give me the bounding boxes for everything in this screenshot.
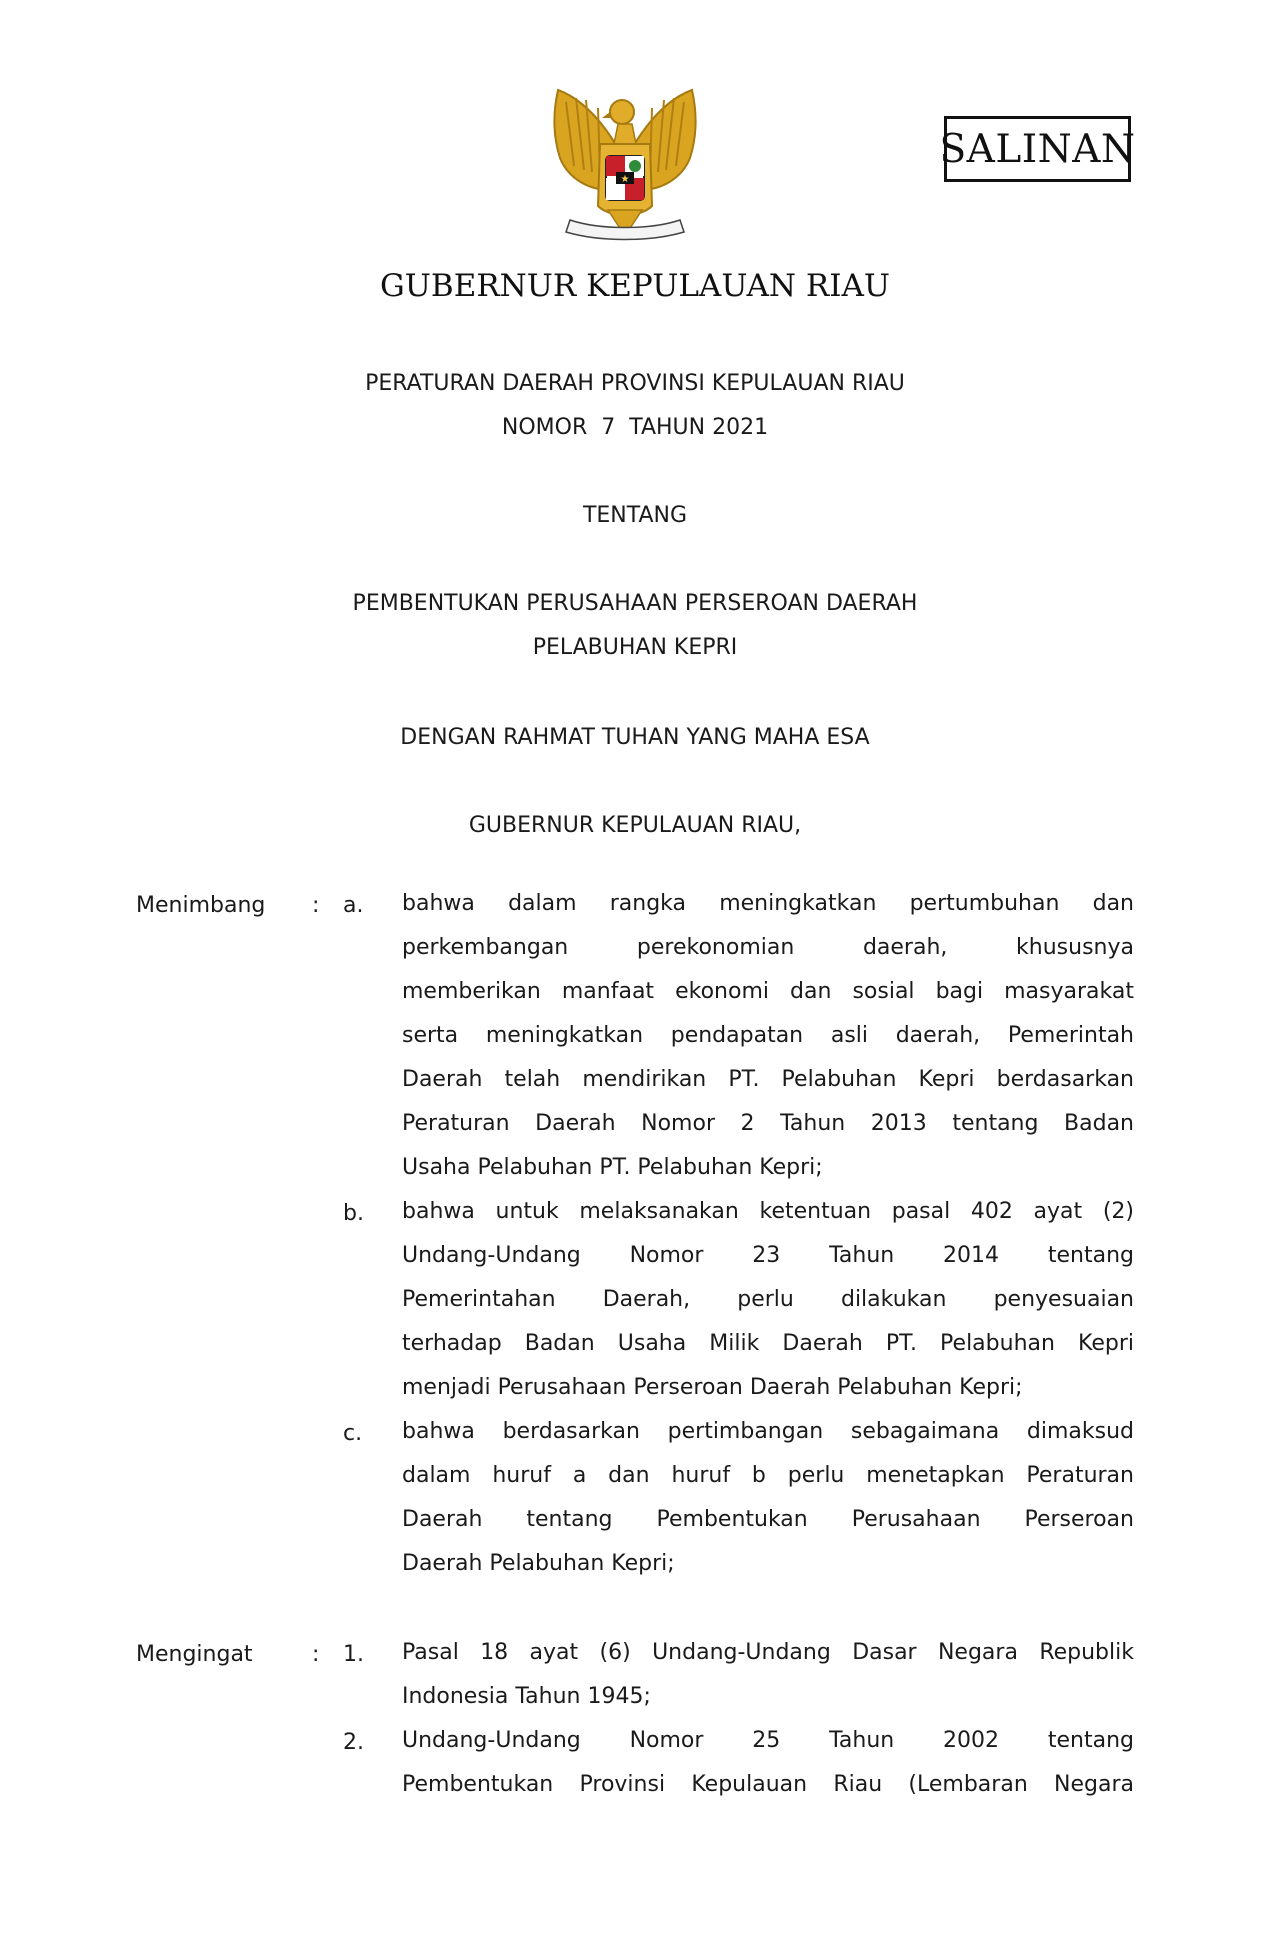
mengingat-paragraph-2 [402, 1719, 1134, 1807]
paragraph-line: Pembentukan Provinsi Kepulauan Riau (Lembaran Negara [402, 1772, 1134, 1797]
salinan-stamp: SALINAN [944, 116, 1131, 182]
mengingat-marker-1: 1. [343, 1642, 364, 1667]
paragraph-line: Daerah tentang Pembentukan Perusahaan Perseroan [402, 1507, 1134, 1532]
menimbang-marker-c: c. [343, 1421, 363, 1446]
paragraph-line: terhadap Badan Usaha Milik Daerah PT. Pelabuhan Kepri [402, 1331, 1134, 1356]
subject-line-2: PELABUHAN KEPRI [532, 635, 738, 660]
paragraph-line: bahwa berdasarkan pertimbangan sebagaimana dimaksud [402, 1419, 1134, 1444]
paragraph-line: Undang-Undang Nomor 25 Tahun 2002 tentang [402, 1728, 1134, 1753]
paragraph-line: Daerah telah mendirikan PT. Pelabuhan Kepri berdasarkan [402, 1067, 1134, 1092]
svg-text:★: ★ [620, 174, 630, 185]
paragraph-line: perkembangan perekonomian daerah, khususnya [402, 935, 1134, 960]
garuda-pancasila-emblem [540, 78, 710, 246]
mengingat-label: Mengingat [136, 1642, 253, 1667]
menimbang-marker-a: a. [343, 893, 364, 918]
regulation-heading: PERATURAN DAERAH PROVINSI KEPULAUAN RIAU [365, 371, 905, 396]
menimbang-label: Menimbang [136, 893, 266, 918]
mengingat-marker-2: 2. [343, 1730, 364, 1755]
paragraph-line: Pemerintahan Daerah, perlu dilakukan penyesuaian [402, 1287, 1134, 1312]
paragraph-line: menjadi Perusahaan Perseroan Daerah Pelabuhan Kepri; [402, 1375, 1023, 1400]
paragraph-line: Indonesia Tahun 1945; [402, 1684, 651, 1709]
menimbang-colon: : [312, 893, 320, 918]
paragraph-line: memberikan manfaat ekonomi dan sosial bagi masyarakat [402, 979, 1134, 1004]
paragraph-line: Pasal 18 ayat (6) Undang-Undang Dasar Negara Republik [402, 1640, 1134, 1665]
menimbang-paragraph-a [402, 882, 1134, 1190]
governor-heading: GUBERNUR KEPULAUAN RIAU, [468, 813, 802, 838]
menimbang-marker-b: b. [343, 1201, 364, 1226]
mengingat-colon: : [312, 1642, 320, 1667]
regulation-number: NOMOR 7 TAHUN 2021 [501, 415, 769, 440]
paragraph-line: Daerah Pelabuhan Kepri; [402, 1551, 675, 1576]
paragraph-line: bahwa untuk melaksanakan ketentuan pasal 402 ayat (2) [402, 1199, 1134, 1224]
menimbang-paragraph-c [402, 1410, 1134, 1586]
paragraph-line: serta meningkatkan pendapatan asli daerah, Pemerintah [402, 1023, 1134, 1048]
menimbang-paragraph-b [402, 1190, 1134, 1410]
paragraph-line: Usaha Pelabuhan PT. Pelabuhan Kepri; [402, 1155, 823, 1180]
subject-line-1: PEMBENTUKAN PERUSAHAAN PERSEROAN DAERAH [352, 591, 918, 616]
mengingat-paragraph-1 [402, 1631, 1134, 1719]
page-title: GUBERNUR KEPULAUAN RIAU [380, 268, 890, 304]
blessing-heading: DENGAN RAHMAT TUHAN YANG MAHA ESA [400, 725, 870, 750]
garuda-emblem-icon [540, 78, 710, 246]
paragraph-line: dalam huruf a dan huruf b perlu menetapkan Peraturan [402, 1463, 1134, 1488]
paragraph-line: Undang-Undang Nomor 23 Tahun 2014 tentang [402, 1243, 1134, 1268]
paragraph-line: bahwa dalam rangka meningkatkan pertumbuhan dan [402, 891, 1134, 916]
paragraph-line: Peraturan Daerah Nomor 2 Tahun 2013 tentang Badan [402, 1111, 1134, 1136]
about-heading: TENTANG [582, 503, 688, 528]
